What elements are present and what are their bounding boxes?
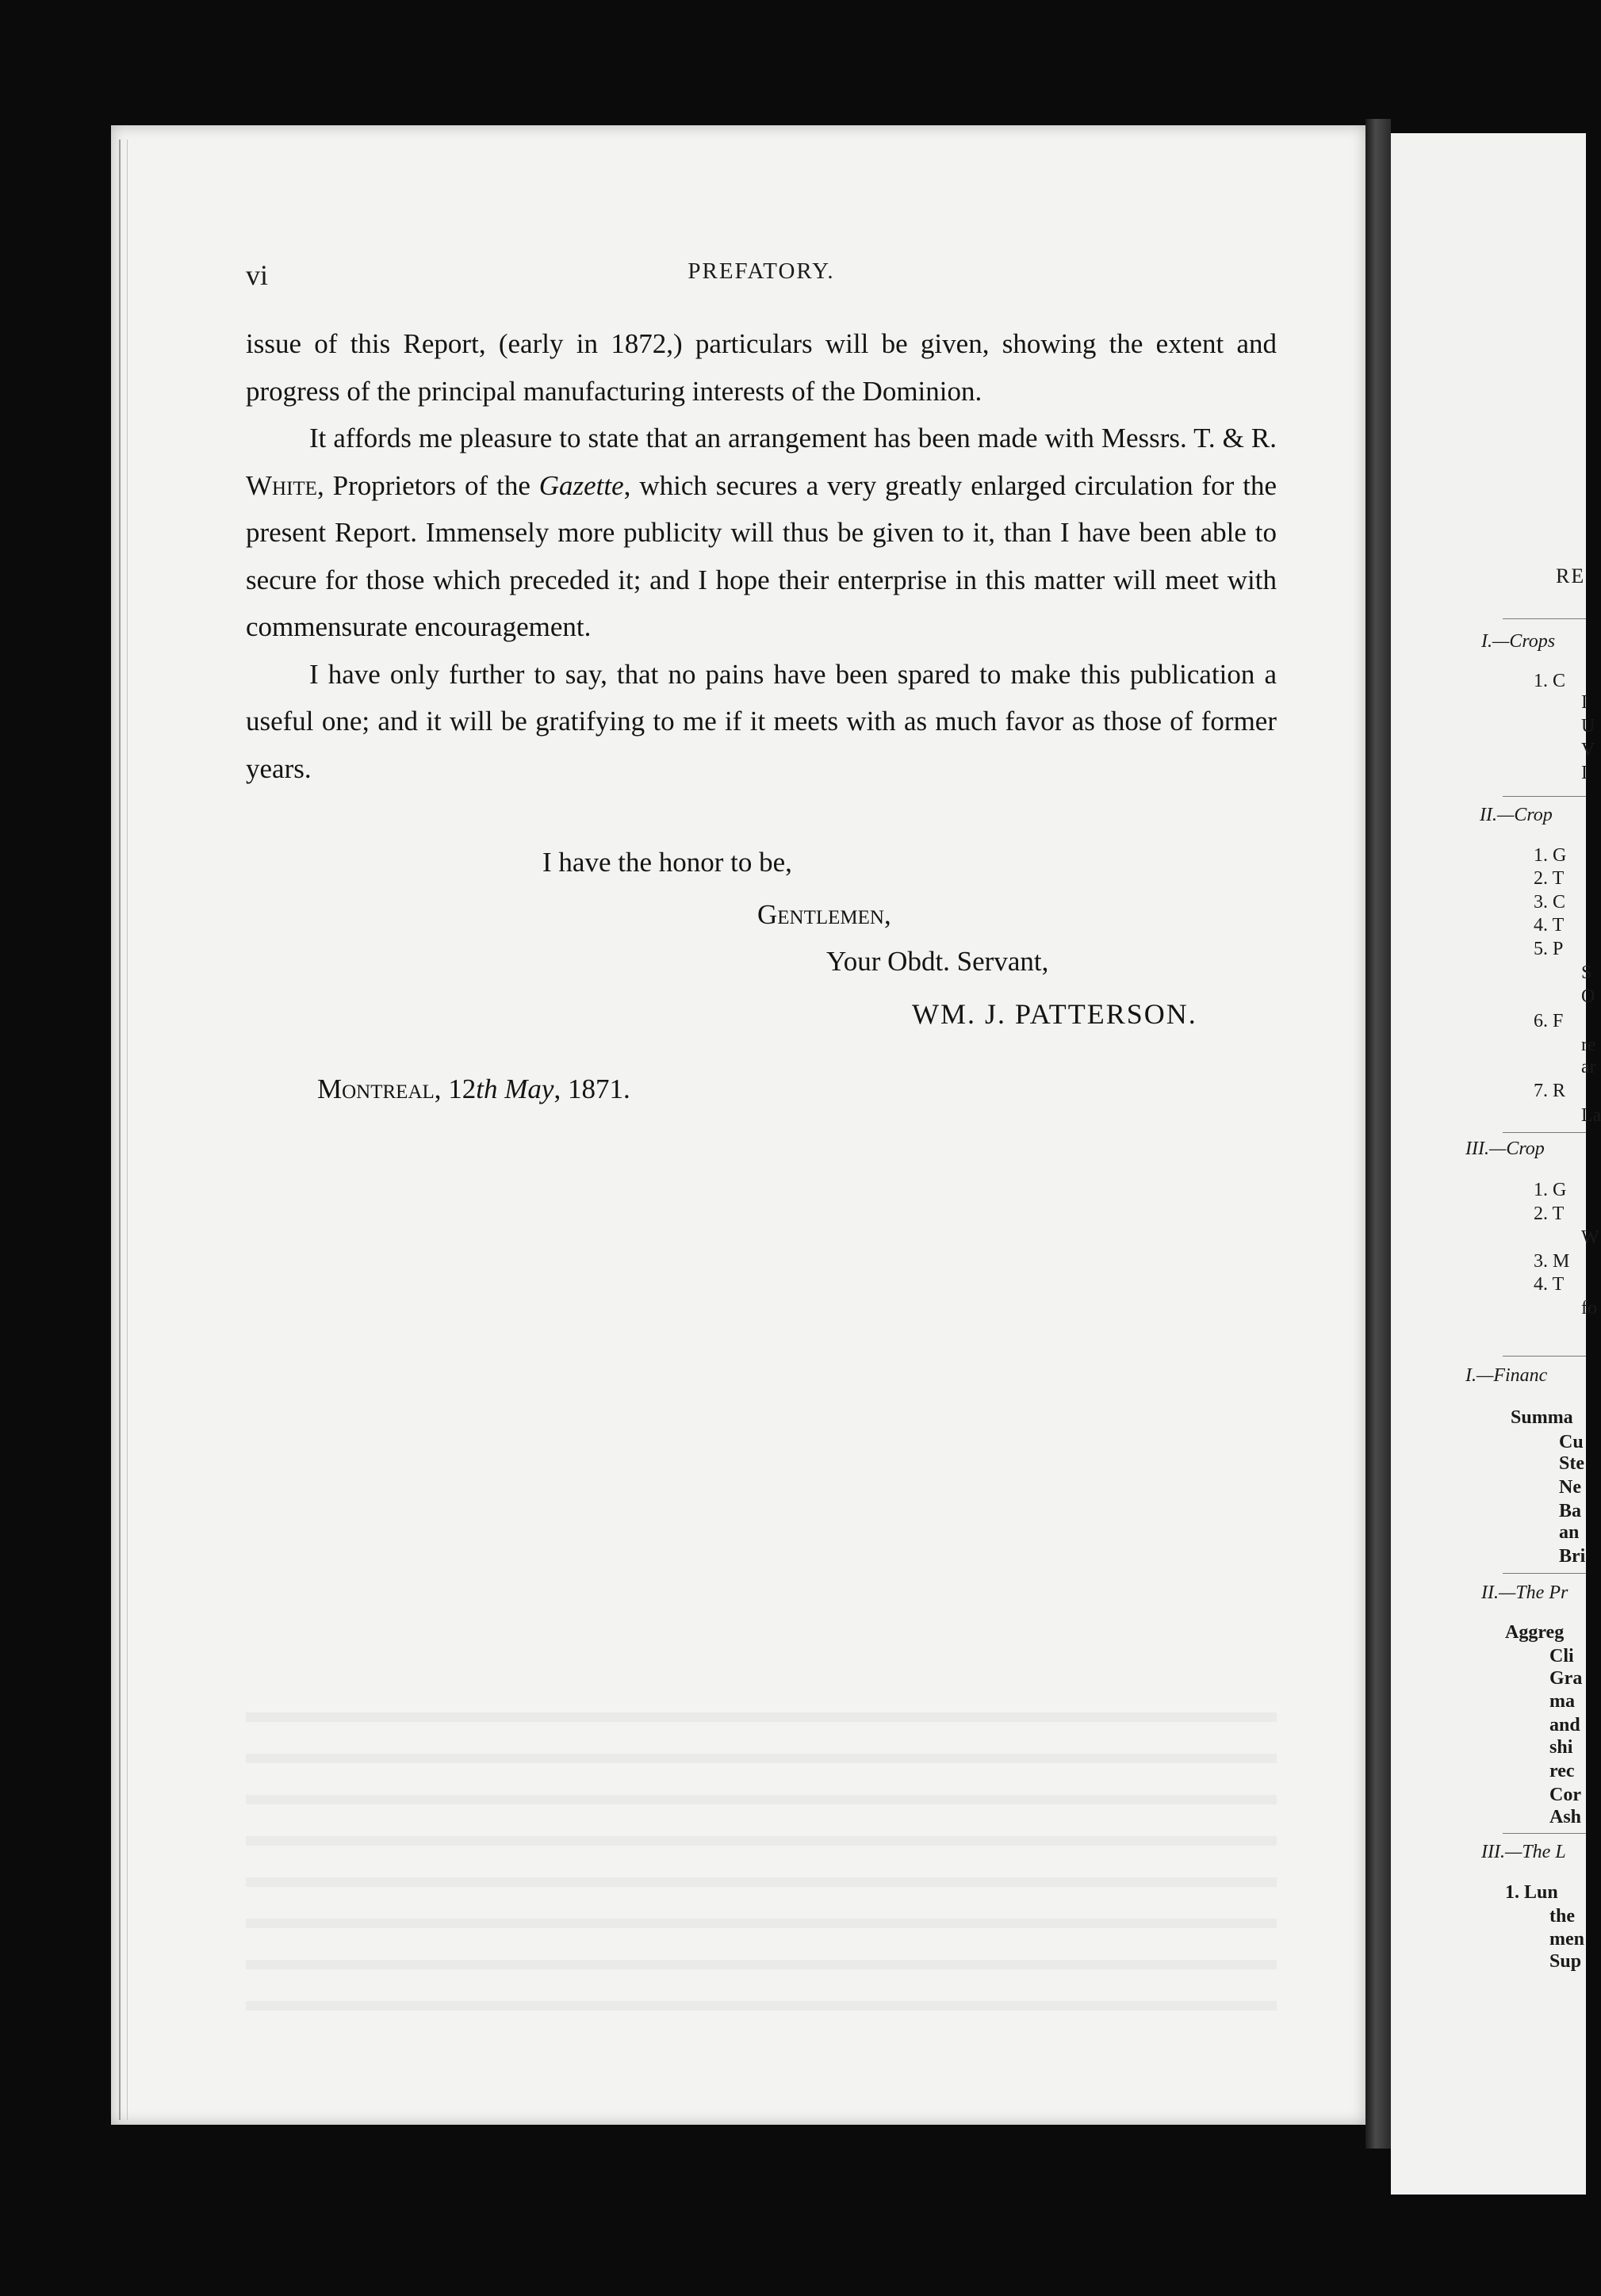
toc-entry: and <box>1549 1715 1580 1735</box>
toc-entry: Ash <box>1549 1807 1582 1827</box>
dateline <box>317 1073 630 1105</box>
toc-rule <box>1503 796 1586 797</box>
toc-entry: Ba <box>1559 1501 1582 1521</box>
toc-entry: 2. T <box>1534 868 1565 889</box>
paragraph-3: I have only further to say, that no pains have been spared to make this publication a useful one; and it will be gratifying to me if it meets with as much favor as those of former years. <box>246 658 1277 784</box>
toc-entry: shi <box>1549 1737 1573 1758</box>
toc-entry: 5. P <box>1534 939 1564 959</box>
toc-section-label: I.—Crops <box>1481 631 1556 652</box>
toc-entry: Aggreg <box>1505 1622 1565 1643</box>
closing-honor: I have the honor to be, <box>542 847 792 878</box>
toc-rule <box>1503 1356 1586 1357</box>
toc-entry: La <box>1581 1105 1601 1126</box>
toc-entry: Cu <box>1559 1432 1584 1452</box>
toc-entry: ma <box>1549 1691 1575 1712</box>
toc-entry: S <box>1581 962 1592 983</box>
toc-section-label: II.—The Pr <box>1481 1582 1568 1603</box>
paragraph-2-part-a: It affords me pleasure to state that an arrangement has been made with Messrs. T. & R. <box>309 423 1277 453</box>
paragraph-2-part-c: , which secures a very greatly enlarged circulation for the present Report. Immensely more publicity will thus be given to it, than I have been able to secure for those which preceded it; and I hope their enterprise in this matter will meet with commensurate encouragement. <box>246 469 1277 642</box>
toc-entry: Summa <box>1511 1407 1573 1428</box>
toc-section-label: III.—Crop <box>1465 1138 1545 1159</box>
paragraph-2-part-b: , Proprietors of the <box>316 469 539 501</box>
toc-section-label: II.—Crop <box>1480 805 1553 825</box>
toc-entry: 4. T <box>1534 1274 1565 1295</box>
toc-entry: W <box>1581 1227 1599 1248</box>
toc-entry: Bri <box>1559 1546 1586 1567</box>
body-text <box>246 320 1277 792</box>
right-page-heading: RE <box>1556 564 1586 587</box>
running-head <box>246 258 1277 290</box>
toc-entry: U <box>1581 716 1595 737</box>
toc-rule <box>1503 1573 1586 1574</box>
toc-entry: 3. C <box>1534 892 1566 913</box>
toc-entry: 3. M <box>1534 1251 1570 1272</box>
toc-rule <box>1503 618 1586 619</box>
toc-entry: V <box>1581 740 1595 760</box>
toc-entry: 2. T <box>1534 1203 1565 1224</box>
toc-entry: re <box>1581 1035 1596 1055</box>
toc-entry: men <box>1549 1929 1584 1950</box>
toc-entry: 6. F <box>1534 1011 1564 1031</box>
proprietor-name: White <box>246 469 317 501</box>
toc-entry: fo <box>1581 1298 1597 1318</box>
toc-entry: O <box>1581 986 1595 1007</box>
toc-entry: 1. G <box>1534 845 1567 866</box>
dateline-month: May <box>497 1073 554 1104</box>
toc-entry: Gra <box>1549 1668 1583 1689</box>
closing-salutation: Gentlemen, <box>757 899 891 930</box>
toc-entry: 1. G <box>1534 1180 1567 1200</box>
toc-entry: Cli <box>1549 1646 1574 1667</box>
toc-entry: 1. Lun <box>1505 1882 1558 1903</box>
signature: WM. J. PATTERSON. <box>912 998 1197 1030</box>
newspaper-name: Gazette <box>538 469 624 501</box>
toc-entry: I <box>1581 692 1588 713</box>
toc-entry: the <box>1549 1906 1575 1927</box>
toc-entry: 4. T <box>1534 915 1565 936</box>
running-title: PREFATORY. <box>688 258 835 284</box>
dateline-ordinal: th <box>476 1073 498 1104</box>
paragraph-2 <box>246 415 1277 651</box>
show-through-text <box>246 1681 1277 2014</box>
toc-section-label: III.—The L <box>1481 1842 1566 1862</box>
dateline-place: Montreal <box>317 1073 435 1104</box>
toc-entry: Ne <box>1559 1477 1581 1498</box>
toc-entry: 7. R <box>1534 1081 1566 1101</box>
closing-servant: Your Obdt. Servant, <box>826 946 1049 977</box>
toc-entry: I <box>1581 763 1588 783</box>
toc-section-label: I.—Financ <box>1465 1365 1548 1386</box>
paragraph-1: issue of this Report, (early in 1872,) particulars will be given, showing the extent and progress of the principal manufacturing interests of the Dominion. <box>246 328 1277 407</box>
dateline-year: , 1871. <box>553 1073 630 1104</box>
toc-entry: 1. C <box>1534 671 1566 691</box>
toc-entry: Cor <box>1549 1785 1581 1805</box>
book-gutter <box>1365 119 1391 2149</box>
toc-entry: an <box>1559 1522 1580 1543</box>
toc-entry: rec <box>1549 1761 1575 1781</box>
dateline-day: , 12 <box>434 1073 477 1104</box>
toc-entry: ar <box>1581 1057 1596 1077</box>
page-number: vi <box>246 259 269 291</box>
toc-entry: Ste <box>1559 1453 1584 1474</box>
toc-rule <box>1503 1833 1586 1834</box>
toc-rule <box>1503 1132 1586 1133</box>
toc-entry: Sup <box>1549 1951 1582 1972</box>
